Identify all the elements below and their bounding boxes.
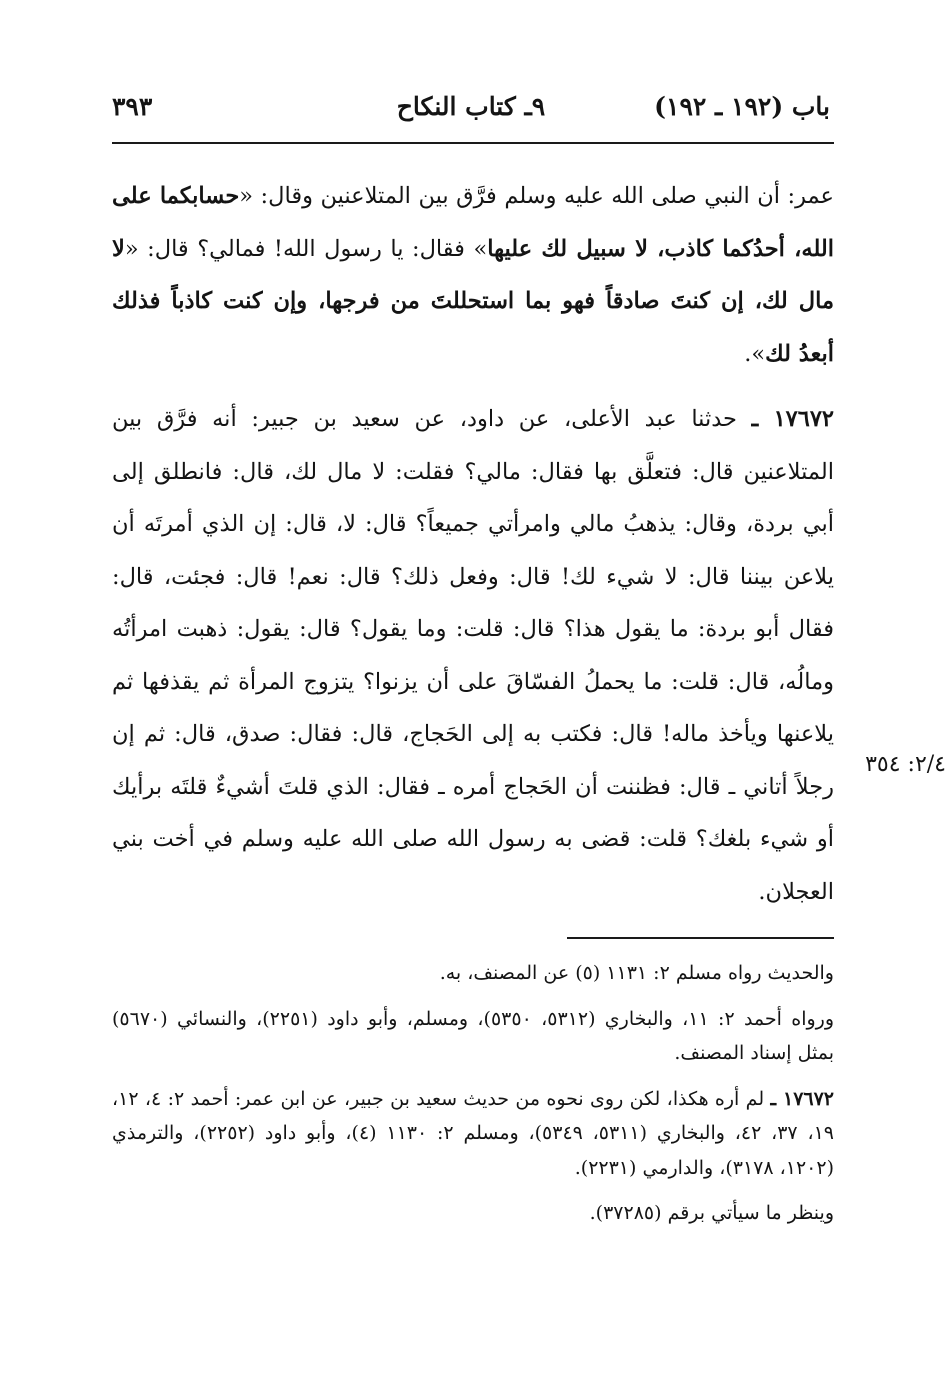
header-divider bbox=[112, 142, 834, 144]
footnote-1: والحديث رواه مسلم ٢: ١١٣١ (٥) عن المصنف، به. bbox=[439, 962, 834, 984]
footnote-3 bbox=[112, 1082, 834, 1186]
footnote-2: ورواه أحمد ٢: ١١، والبخاري (٥٣١٢، ٥٣٥٠)، ومسلم، وأبو داود (٢٢٥١)، والنسائي (٥٦٧٠) بمثل إسناد المصنف. bbox=[112, 1007, 835, 1064]
margin-reference: ٢/٤: ٣٥٤ bbox=[865, 752, 946, 777]
footnotes-section bbox=[112, 956, 834, 1242]
p1-end: ». bbox=[744, 340, 766, 367]
book-title: ٩ـ كتاب النكاح bbox=[396, 92, 546, 121]
prophet-quote-1: حسابكما على الله، أحدُكما كاذب، لا سبيل لك عليها bbox=[112, 183, 835, 262]
p1-lead: عمر: أن النبي صلى الله عليه وسلم فرَّق بين المتلاعنين وقال: « bbox=[239, 183, 834, 209]
p1-mid: » فقال: يا رسول الله! فمالي؟ قال: « bbox=[124, 235, 488, 262]
footnote-divider bbox=[567, 937, 834, 939]
hadith-17672-paragraph bbox=[112, 393, 834, 918]
prophet-quote-2: لا مال لك، إن كنتَ صادقاً فهو بما استحللتَ من فرجها، وإن كنت كاذباً فذلك أبعدُ لك bbox=[112, 235, 834, 367]
footnote-3-number: ١٧٦٧٢ ـ bbox=[770, 1087, 835, 1110]
chapter-range: باب (١٩٢ ـ ١٩٢) bbox=[654, 92, 830, 121]
hadith-continuation-paragraph bbox=[112, 170, 834, 380]
page-header bbox=[112, 92, 830, 136]
hadith-text: حدثنا عبد الأعلى، عن داود، عن سعيد بن جبير: أنه فرَّق بين المتلاعنين قال: فتعلَّق بها فقال: مالي؟ فقلت: لا مال لك، قال: فانطلق إلى أبي بردة، وقال: يذهبُ مالي وامرأتي جميعاً؟ قال: لا، قال: إن الذي أمرتَه أن يلاعن بيننا قال: لا شيء لك! قال: وفعل ذلك؟ قال: نعم! قال: فجئت، قال: فقال أبو بردة: ما يقول هذا؟ قال: قلت: وما يقول؟ قال: يقول: ذهبت امرأتُه ومالُه، قال: قلت: ما يحملُ الفسّاقَ على أن يزنوا؟ يتزوج المرأة ثم يقذفها ثم يلاعنها ويأخذ ماله! قال: فكتب به إلى الحَجاج، قال: فقال: صدق، قال: ثم إن رجلاً أتاني ـ قال: فظننت أن الحَجاج أمره ـ فقال: الذي قلتَ أشيءٌ قلتَه برأيك أو شيء بلغك؟ قلت: قضى به رسول الله صلى الله عليه وسلم في أخت بني العجلان. bbox=[112, 406, 834, 905]
footnote-4: وينظر ما سيأتي برقم (٣٧٢٨٥). bbox=[589, 1202, 834, 1224]
page-number: ٣٩٣ bbox=[112, 92, 153, 121]
footnote-3-text: لم أره هكذا، لكن روى نحوه من حديث سعيد بن جبير، عن ابن عمر: أحمد ٢: ٤، ١٢، ١٩، ٣٧، ٤٢، والبخاري (٥٣١١، ٥٣٤٩)، ومسلم ٢: ١١٣٠ (٤)، وأبو داود (٢٢٥٢)، والترمذي (١٢٠٢، ٣١٧٨)، والدارمي (٢٢٣١). bbox=[112, 1087, 834, 1179]
hadith-number: ١٧٦٧٢ ـ bbox=[751, 406, 834, 432]
